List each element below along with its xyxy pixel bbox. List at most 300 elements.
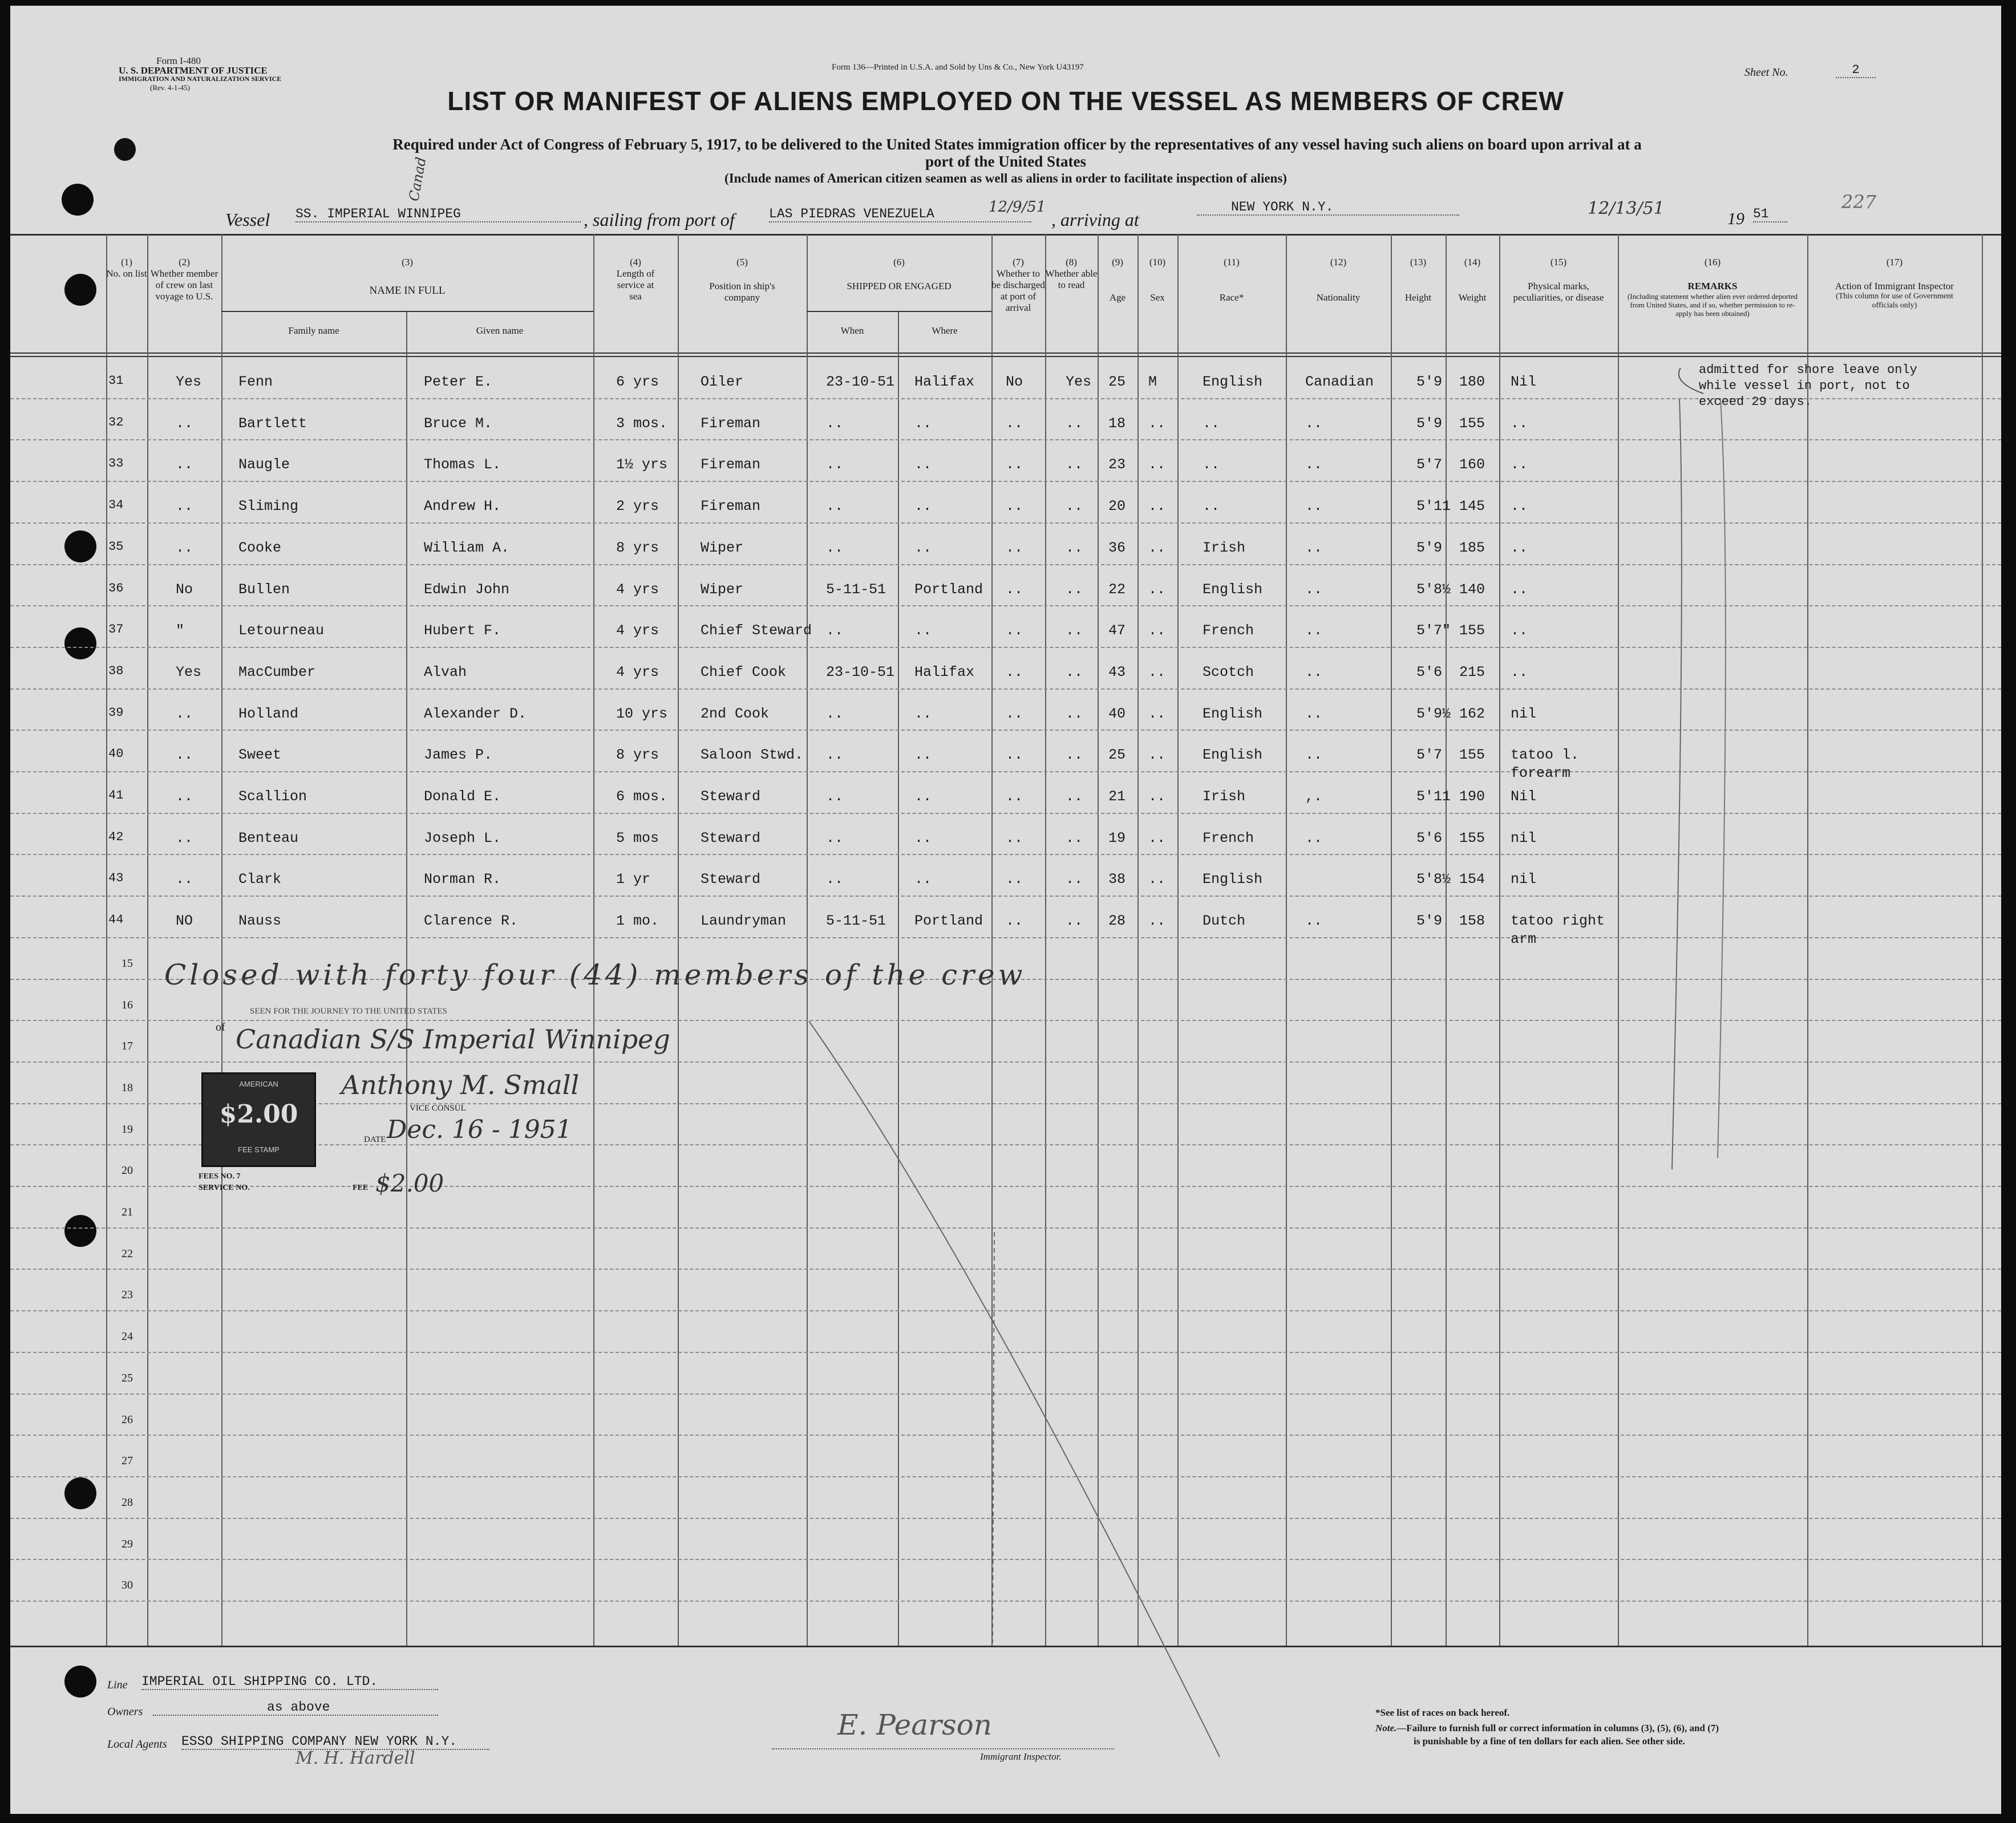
col-17-number: (17)	[1886, 257, 1903, 268]
cell-nationality: ..	[1305, 663, 1323, 680]
cell-where: Portland	[914, 581, 983, 598]
cell-nationality: ..	[1305, 415, 1323, 432]
cell-service: 1 yr	[616, 871, 651, 888]
subtitle-line-3: (Include names of American citizen seamen as well as aliens in order to facilitate inspection of aliens)	[724, 171, 1287, 185]
cell-weight: 155	[1459, 415, 1485, 432]
cell-race: English	[1203, 747, 1263, 764]
cell-discharged: ..	[1006, 913, 1023, 930]
cell-last-voyage: ..	[176, 788, 193, 805]
cell-race: Irish	[1203, 539, 1246, 556]
cell-race: ..	[1203, 456, 1220, 473]
cell-last-voyage: Yes	[176, 663, 202, 680]
col-12-number: (12)	[1330, 257, 1347, 268]
cell-family: Benteau	[238, 829, 299, 846]
col-14-number: (14)	[1464, 257, 1481, 268]
cell-when: 23-10-51	[826, 663, 895, 680]
row-number: 34	[108, 498, 124, 513]
col-7-header: Whether to be discharged at port of arrival	[991, 268, 1045, 313]
cell-nationality: ,.	[1305, 788, 1323, 805]
cell-service: 10 yrs	[616, 705, 668, 722]
closing-note: Closed with forty four (44) members of the crew	[164, 958, 1026, 991]
cell-where: ..	[914, 415, 932, 432]
year: 51	[1753, 206, 1787, 222]
cell-age: 22	[1108, 581, 1126, 598]
remarks-line-2: while vessel in port, not to	[1699, 379, 1910, 393]
col-3-header: NAME IN FULL	[369, 285, 446, 297]
row-number: 38	[108, 663, 124, 678]
cell-height: 5'8½	[1416, 871, 1451, 888]
cell-given: Hubert F.	[424, 622, 501, 639]
cell-height: 5'7	[1416, 456, 1443, 473]
cell-where: ..	[914, 871, 932, 888]
cell-marks: ..	[1511, 456, 1528, 473]
cell-read: ..	[1066, 539, 1083, 556]
cell-position: Saloon Stwd.	[701, 747, 804, 764]
empty-line-number: 23	[122, 1289, 133, 1302]
cell-position: Fireman	[701, 456, 761, 473]
cell-weight: 185	[1459, 539, 1485, 556]
cell-race: Scotch	[1203, 663, 1254, 680]
cell-given: Alexander D.	[424, 705, 527, 722]
cell-sex: ..	[1148, 871, 1166, 888]
cell-read: ..	[1066, 829, 1083, 846]
cell-family: Sweet	[238, 747, 282, 764]
cell-age: 40	[1108, 705, 1126, 722]
cell-last-voyage: No	[176, 581, 193, 598]
cell-race: French	[1203, 829, 1254, 846]
local-agents: ESSO SHIPPING COMPANY NEW YORK N.Y.	[181, 1734, 489, 1750]
cell-position: Wiper	[701, 581, 744, 598]
cell-given: Peter E.	[424, 374, 493, 390]
cell-weight: 160	[1459, 456, 1485, 473]
cell-height: 5'9	[1416, 415, 1443, 432]
stamp-top-text: AMERICAN	[239, 1080, 278, 1088]
vessel-handwritten: Canadian S/S Imperial Winnipeg	[236, 1024, 670, 1055]
cell-weight: 145	[1459, 498, 1485, 515]
cell-read: ..	[1066, 747, 1083, 764]
cell-when: ..	[826, 456, 844, 473]
cell-service: 2 yrs	[616, 498, 659, 515]
cell-read: ..	[1066, 456, 1083, 473]
cell-when: ..	[826, 871, 844, 888]
cell-race: ..	[1203, 415, 1220, 432]
stamp-number: 227	[1841, 191, 1877, 213]
col-8-header: Whether able to read	[1045, 268, 1098, 290]
stamp-bottom-text: FEE STAMP	[238, 1145, 280, 1154]
cell-read: ..	[1066, 705, 1083, 722]
manifest-sheet	[10, 6, 2001, 1814]
cell-discharged: ..	[1006, 663, 1023, 680]
cell-when: ..	[826, 539, 844, 556]
cell-read: ..	[1066, 871, 1083, 888]
cell-nationality: ..	[1305, 622, 1323, 639]
cell-race: English	[1203, 871, 1263, 888]
cell-family: Letourneau	[238, 622, 325, 639]
cell-position: Fireman	[701, 415, 761, 432]
cell-when: ..	[826, 415, 844, 432]
cell-discharged: ..	[1006, 456, 1023, 473]
tear-line	[993, 1232, 994, 1643]
cell-height: 5'6	[1416, 663, 1443, 680]
cell-weight: 154	[1459, 871, 1485, 888]
col-3-number: (3)	[402, 257, 413, 268]
cell-last-voyage: ..	[176, 871, 193, 888]
cell-family: Bartlett	[238, 415, 307, 432]
cell-given: Norman R.	[424, 871, 501, 888]
cell-nationality: ..	[1305, 498, 1323, 515]
subtitle-line-1: Required under Act of Congress of February 5, 1917, to be delivered to the United States immigration officer by the representatives of any vessel having such aliens on board upon arrival at a	[392, 136, 1642, 153]
cell-weight: 140	[1459, 581, 1485, 598]
empty-line-number: 16	[122, 998, 133, 1011]
cell-race: French	[1203, 622, 1254, 639]
cell-age: 21	[1108, 788, 1126, 805]
cell-where: ..	[914, 498, 932, 515]
col-16-number: (16)	[1704, 257, 1721, 268]
cell-marks: tatoo right	[1511, 913, 1605, 930]
cell-height: 5'8½	[1416, 581, 1451, 598]
empty-line-number: 29	[122, 1537, 133, 1550]
cell-weight: 162	[1459, 705, 1485, 722]
vessel-name: SS. IMPERIAL WINNIPEG	[295, 206, 581, 222]
col-given-name-header: Given name	[476, 325, 524, 336]
cell-sex: ..	[1148, 829, 1166, 846]
empty-line-number: 27	[122, 1455, 133, 1468]
footnote-races: *See list of races on back hereof.	[1375, 1707, 1510, 1718]
cell-service: 4 yrs	[616, 581, 659, 598]
shipping-line: IMPERIAL OIL SHIPPING CO. LTD.	[141, 1674, 438, 1690]
vessel-label: Vessel	[225, 209, 270, 230]
col-16-header: REMARKS	[1687, 281, 1738, 291]
cell-where: ..	[914, 747, 932, 764]
row-number: 40	[108, 747, 124, 761]
cell-age: 38	[1108, 871, 1126, 888]
empty-line-number: 28	[122, 1496, 133, 1509]
cell-read: ..	[1066, 913, 1083, 930]
departure-port: LAS PIEDRAS VENEZUELA	[769, 206, 1031, 222]
cell-position: Fireman	[701, 498, 761, 515]
col-17-note: (This column for use of Government officials only)	[1836, 292, 1953, 310]
row-number: 36	[108, 581, 124, 595]
cell-position: Chief Cook	[701, 663, 787, 680]
row-number: 39	[108, 705, 124, 720]
col-13-header: Height	[1404, 292, 1432, 303]
cell-given: Clarence R.	[424, 913, 519, 930]
cell-given: Bruce M.	[424, 415, 493, 432]
cell-age: 36	[1108, 539, 1126, 556]
cell-last-voyage: ..	[176, 705, 193, 722]
inspector-label: Immigrant Inspector.	[980, 1751, 1062, 1762]
col-11-header: Race*	[1219, 292, 1244, 303]
cell-sex: ..	[1148, 622, 1166, 639]
cell-age: 25	[1108, 747, 1126, 764]
cell-nationality: ..	[1305, 829, 1323, 846]
cell-nationality: ..	[1305, 705, 1323, 722]
col-12-header: Nationality	[1316, 292, 1361, 303]
cell-position: Chief Steward	[701, 622, 812, 639]
cell-where: Portland	[914, 913, 983, 930]
punch-hole	[64, 1666, 96, 1698]
col-when-header: When	[840, 325, 864, 336]
punch-hole	[62, 184, 94, 216]
cell-service: 4 yrs	[616, 622, 659, 639]
cell-discharged: ..	[1006, 415, 1023, 432]
cell-height: 5'9	[1416, 539, 1443, 556]
cell-age: 18	[1108, 415, 1126, 432]
cell-marks-continued: arm	[1511, 931, 1537, 948]
inspector-signature: E. Pearson	[837, 1708, 992, 1741]
cell-last-voyage: Yes	[176, 374, 202, 390]
cell-where: ..	[914, 622, 932, 639]
owners-label: Owners	[107, 1705, 143, 1718]
cell-height: 5'11	[1416, 498, 1451, 515]
col-6-number: (6)	[893, 257, 905, 268]
row-number: 41	[108, 788, 124, 803]
cell-when: 5-11-51	[826, 913, 886, 930]
cell-family: Cooke	[238, 539, 282, 556]
cell-discharged: ..	[1006, 829, 1023, 846]
cell-sex: ..	[1148, 913, 1166, 930]
cell-when: ..	[826, 788, 844, 805]
cell-position: Steward	[701, 829, 761, 846]
cell-read: ..	[1066, 622, 1083, 639]
cell-last-voyage: ..	[176, 498, 193, 515]
cell-age: 43	[1108, 663, 1126, 680]
cell-race: English	[1203, 374, 1263, 390]
note-line-2: is punishable by a fine of ten dollars for each alien. See other side.	[1414, 1736, 1685, 1747]
cell-nationality: ..	[1305, 747, 1323, 764]
fee-stamp	[201, 1072, 316, 1167]
col-16-note: (Including statement whether alien ever ordered deported from United States, and if so, whether permission to re-apply has been obtained)	[1627, 292, 1798, 318]
cell-nationality: Canadian	[1305, 374, 1374, 390]
arriving-label: , arriving at	[1051, 209, 1139, 230]
cell-weight: 155	[1459, 747, 1485, 764]
form-revision: (Rev. 4-1-45)	[150, 83, 190, 92]
cell-service: 8 yrs	[616, 539, 659, 556]
subtitle-line-2: port of the United States	[925, 153, 1086, 170]
cell-weight: 155	[1459, 829, 1485, 846]
cell-race: Dutch	[1203, 913, 1246, 930]
cell-read: Yes	[1066, 374, 1092, 390]
cell-read: ..	[1066, 498, 1083, 515]
col-13-number: (13)	[1410, 257, 1427, 268]
cell-service: 1½ yrs	[616, 456, 668, 473]
cell-given: Edwin John	[424, 581, 510, 598]
cell-given: Joseph L.	[424, 829, 501, 846]
cell-given: Thomas L.	[424, 456, 501, 473]
cell-read: ..	[1066, 581, 1083, 598]
cell-sex: ..	[1148, 747, 1166, 764]
col-5-header: Position in ship's company	[709, 281, 775, 303]
cell-last-voyage: ..	[176, 415, 193, 432]
cell-family: Scallion	[238, 788, 307, 805]
cell-service: 8 yrs	[616, 747, 659, 764]
cell-given: Alvah	[424, 663, 467, 680]
seen-line: SEEN FOR THE JOURNEY TO THE UNITED STATES	[250, 1007, 447, 1016]
cell-where: ..	[914, 539, 932, 556]
cell-nationality: ..	[1305, 456, 1323, 473]
col-where-header: Where	[932, 325, 958, 336]
cell-discharged: ..	[1006, 871, 1023, 888]
cell-marks: ..	[1511, 415, 1528, 432]
cell-marks-continued: forearm	[1511, 765, 1571, 782]
agent-signature: M. H. Hardell	[295, 1748, 415, 1768]
date-label: DATE	[364, 1135, 386, 1144]
cell-discharged: ..	[1006, 705, 1023, 722]
note-line-1: —Failure to furnish full or correct information in columns (3), (5), (6), and (7)	[1396, 1723, 1719, 1733]
cell-race: ..	[1203, 498, 1220, 515]
cell-read: ..	[1066, 663, 1083, 680]
remarks-ditto-stroke	[1672, 399, 1682, 1169]
cell-when: ..	[826, 622, 844, 639]
cell-when: ..	[826, 747, 844, 764]
cell-nationality: ..	[1305, 913, 1323, 930]
cell-age: 25	[1108, 374, 1126, 390]
cell-last-voyage: ..	[176, 747, 193, 764]
col-5-number: (5)	[736, 257, 748, 268]
cell-height: 5'7	[1416, 747, 1443, 764]
col-6-header: SHIPPED OR ENGAGED	[847, 281, 952, 291]
row-number: 31	[108, 374, 124, 388]
cell-service: 3 mos.	[616, 415, 668, 432]
remarks-line-1: admitted for shore leave only	[1699, 363, 1917, 377]
owners: as above	[153, 1700, 438, 1716]
cell-last-voyage: NO	[176, 913, 193, 930]
cell-where: ..	[914, 829, 932, 846]
cell-where: Halifax	[914, 374, 975, 390]
col-11-number: (11)	[1224, 257, 1240, 268]
cell-nationality: ..	[1305, 539, 1323, 556]
row-number: 35	[108, 539, 124, 554]
fee-label: FEE	[353, 1184, 369, 1192]
row-number: 43	[108, 871, 124, 886]
cell-last-voyage: ..	[176, 829, 193, 846]
cell-service: 6 yrs	[616, 374, 659, 390]
crew-table	[10, 234, 2001, 1646]
empty-line-number: 25	[122, 1371, 133, 1384]
cell-sex: ..	[1148, 415, 1166, 432]
cell-sex: ..	[1148, 581, 1166, 598]
col-15-header: Physical marks, peculiarities, or disease	[1513, 281, 1604, 303]
cell-family: Naugle	[238, 456, 290, 473]
page-title: LIST OR MANIFEST OF ALIENS EMPLOYED ON THE VESSEL AS MEMBERS OF CREW	[447, 86, 1564, 116]
cell-when: ..	[826, 705, 844, 722]
of-label: of	[216, 1021, 225, 1034]
cell-service: 6 mos.	[616, 788, 668, 805]
empty-line-number: 26	[122, 1413, 133, 1426]
col-family-name-header: Family name	[288, 325, 339, 336]
remarks-ditto-lines	[1618, 359, 1812, 1181]
cell-height: 5'6	[1416, 829, 1443, 846]
cell-family: Sliming	[238, 498, 299, 515]
col-7-number: (7)	[1013, 257, 1024, 268]
arrival-port: NEW YORK N.Y.	[1197, 200, 1459, 216]
cell-weight: 215	[1459, 663, 1485, 680]
empty-line-number: 15	[122, 957, 133, 970]
remarks-bracket	[1679, 368, 1703, 394]
col-2-number: (2)	[179, 257, 190, 268]
cell-given: James P.	[424, 747, 493, 764]
cell-last-voyage: ..	[176, 456, 193, 473]
remarks-ditto-stroke	[1718, 399, 1726, 1158]
ink-blot	[114, 138, 136, 161]
form-number: Form I-480	[156, 55, 201, 66]
sheet-number: 2	[1836, 63, 1876, 78]
empty-line-number: 30	[122, 1579, 133, 1592]
cell-marks: nil	[1511, 705, 1537, 722]
cell-given: Donald E.	[424, 788, 501, 805]
cell-marks: nil	[1511, 829, 1537, 846]
cell-age: 19	[1108, 829, 1126, 846]
cell-position: Wiper	[701, 539, 744, 556]
cell-service: 4 yrs	[616, 663, 659, 680]
cell-marks: tatoo l.	[1511, 747, 1580, 764]
cell-discharged: ..	[1006, 747, 1023, 764]
cell-sex: M	[1148, 374, 1157, 390]
col-4-number: (4)	[630, 257, 641, 268]
row-number: 44	[108, 913, 124, 927]
cell-marks: ..	[1511, 581, 1528, 598]
cell-height: 5'9	[1416, 374, 1443, 390]
cell-family: Bullen	[238, 581, 290, 598]
year-prefix: 19	[1727, 209, 1744, 228]
cell-age: 28	[1108, 913, 1126, 930]
service: IMMIGRATION AND NATURALIZATION SERVICE	[119, 75, 282, 83]
cell-weight: 158	[1459, 913, 1485, 930]
cell-family: Holland	[238, 705, 299, 722]
tear-mark	[986, 1232, 1003, 1643]
cell-height: 5'7"	[1416, 622, 1451, 639]
empty-line-number: 22	[122, 1247, 133, 1260]
empty-line-number: 18	[122, 1081, 133, 1094]
cell-last-voyage: ..	[176, 539, 193, 556]
cell-discharged: ..	[1006, 498, 1023, 515]
col-10-number: (10)	[1149, 257, 1166, 268]
cell-read: ..	[1066, 415, 1083, 432]
cell-where: ..	[914, 705, 932, 722]
cell-given: Andrew H.	[424, 498, 501, 515]
cell-family: Clark	[238, 871, 282, 888]
cell-height: 5'9½	[1416, 705, 1451, 722]
cell-where: Halifax	[914, 663, 975, 680]
cell-discharged: No	[1006, 374, 1023, 390]
cell-position: Steward	[701, 871, 761, 888]
consul-date: Dec. 16 - 1951	[387, 1115, 572, 1144]
cell-sex: ..	[1148, 663, 1166, 680]
cell-where: ..	[914, 456, 932, 473]
fee-amount: $2.00	[375, 1169, 444, 1197]
cell-when: ..	[826, 498, 844, 515]
cell-where: ..	[914, 788, 932, 805]
cell-position: Oiler	[701, 374, 744, 390]
col-8-number: (8)	[1066, 257, 1077, 268]
col-17-header: Action of Immigrant Inspector	[1835, 281, 1954, 291]
col-9-number: (9)	[1112, 257, 1123, 268]
col-14-header: Weight	[1458, 292, 1487, 303]
department: U. S. DEPARTMENT OF JUSTICE	[119, 65, 268, 76]
cell-age: 47	[1108, 622, 1126, 639]
cell-race: English	[1203, 705, 1263, 722]
vessel-note: Canad	[406, 156, 430, 202]
cell-discharged: ..	[1006, 622, 1023, 639]
row-number: 42	[108, 829, 124, 844]
cell-marks: Nil	[1511, 788, 1537, 805]
cell-family: Nauss	[238, 913, 282, 930]
row-number: 37	[108, 622, 124, 637]
line-label: Line	[107, 1679, 128, 1691]
remarks-line-3: exceed 29 days.	[1699, 395, 1812, 409]
cell-height: 5'9	[1416, 913, 1443, 930]
sailing-label: , sailing from port of	[584, 209, 735, 230]
